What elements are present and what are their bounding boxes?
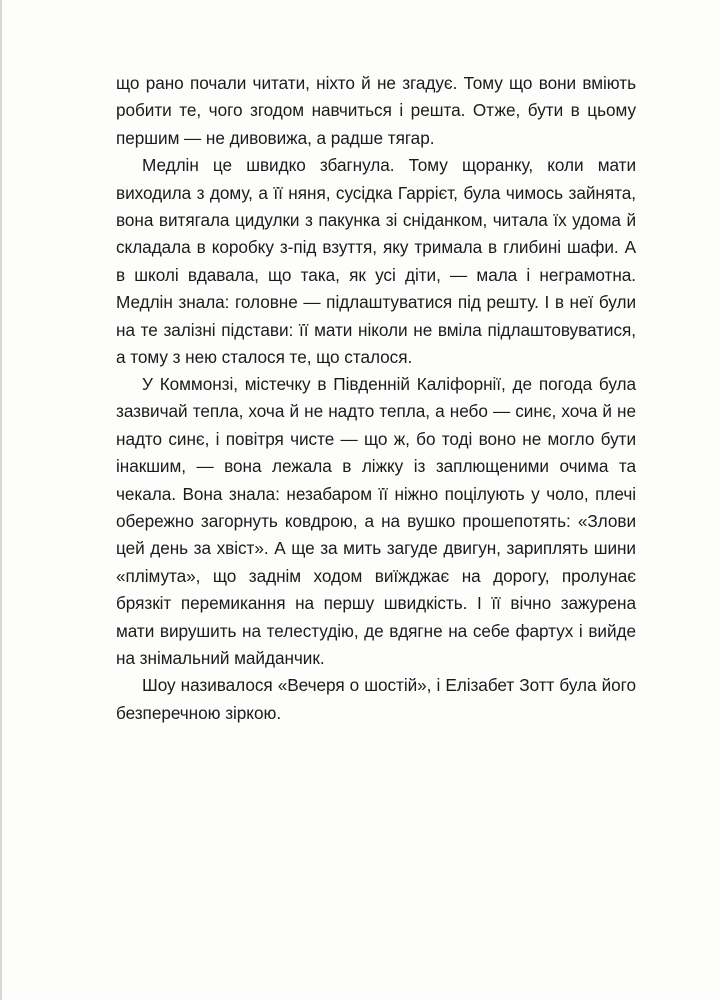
scan-edge (0, 0, 2, 1000)
paragraph: У Коммонзі, містечку в Південній Каліфорнії, де погода була зазвичай тепла, хоча й не надто тепла, а небо — синє, хоча й не надто синє, і повітря чисте — що ж, бо тоді воно не могло бути інакшим, — вона лежала в ліжку із заплющеними очима та чекала. Вона знала: незабаром її ніжно поцілують у чоло, плечі обережно загорнуть ковдрою, а на вушко прошепотять: «Злови цей день за хвіст». А ще за мить загуде двигун, зариплять шини «плімута», що заднім ходом виїжджає на дорогу, пролунає брязкіт перемикання на першу швидкість. І її вічно зажурена мати вирушить на телестудію, де вдягне на себе фартух і вийде на знімальний майданчик. (116, 374, 636, 669)
paragraph: Медлін це швидко збагнула. Тому щоранку, коли мати виходила з дому, а її няня, сусідка Гаррієт, була чимось зайнята, вона витягала цидулки з пакунка зі сніданком, читала їх удома й складала в коробку з-під взуття, яку тримала в глибині шафи. А в школі вдавала, що така, як усі діти, — мала і неграмотна. Медлін знала: головне — підлаштуватися під решту. І в неї були на те залізні підстави: її мати ніколи не вміла підлаштовуватися, а тому з нею сталося те, що сталося. (116, 155, 636, 368)
text-block-bottom (116, 371, 636, 727)
paragraph: Шоу називалося «Вечеря о шостій», і Елізабет Зотт була його безперечною зіркою. (116, 675, 636, 723)
paragraph-continued: що рано почали читати, ніхто й не згадує. Тому що вони вміють робити те, чого згодом навчиться і решта. Отже, бути в цьому першим — не дивовижа, а радше тягар. (116, 73, 636, 148)
text-block-top (116, 70, 636, 371)
